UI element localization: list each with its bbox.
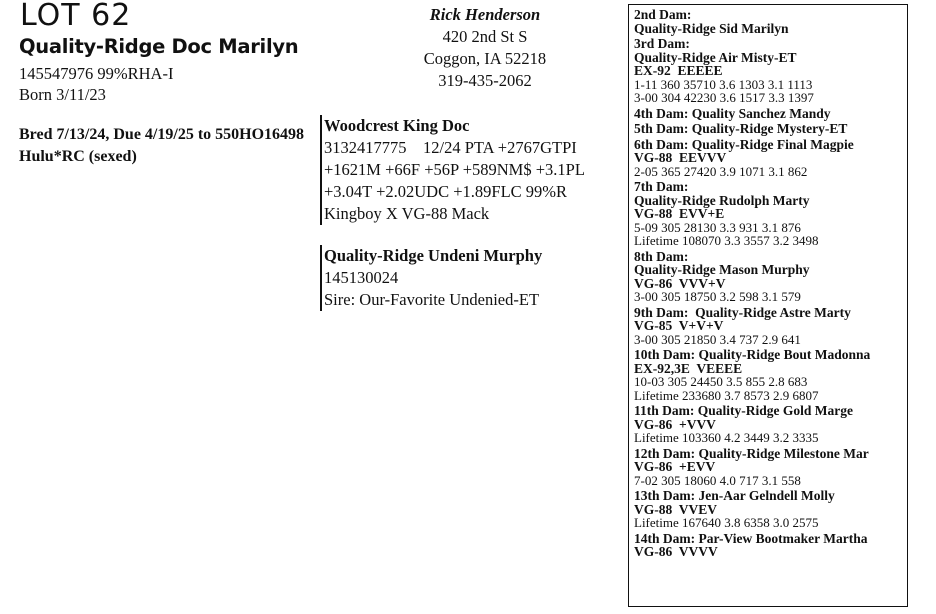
dam-entry-heading: Quality-Ridge Rudolph Marty bbox=[634, 192, 810, 208]
dam-entry bbox=[634, 404, 907, 445]
dam-entry-heading: VG-86 VVV+V bbox=[634, 275, 726, 291]
dam-entry bbox=[634, 348, 907, 402]
dam-entry bbox=[634, 138, 907, 179]
dam-entry-heading: VG-88 VVEV bbox=[634, 501, 718, 517]
dam-entry bbox=[634, 37, 907, 105]
dam-entry-heading: Quality-Ridge Mason Murphy bbox=[634, 262, 810, 277]
dam-entry-heading: 10th Dam: Quality-Ridge Bout Madonna bbox=[634, 347, 871, 362]
dam-entry-record: 3-00 305 18750 3.2 598 3.1 579 bbox=[634, 289, 801, 304]
dam-entry-heading: 5th Dam: Quality-Ridge Mystery-ET bbox=[634, 121, 848, 136]
dam-entry-heading: 8th Dam: bbox=[634, 248, 689, 264]
lot-number: LOT 62 bbox=[20, 0, 132, 33]
dam-entry bbox=[634, 8, 907, 35]
dam-entry-heading: 13th Dam: Jen-Aar Gelndell Molly bbox=[634, 488, 835, 503]
dam-entry-heading: Quality-Ridge Air Misty-ET bbox=[634, 49, 797, 65]
dam-entry-heading: 3rd Dam: bbox=[634, 36, 690, 51]
dam-entry-record: Lifetime 108070 3.3 3557 3.2 3498 bbox=[634, 233, 819, 248]
dam-entry bbox=[634, 250, 907, 304]
animal-born-date: Born 3/11/23 bbox=[19, 85, 106, 104]
dam-entry bbox=[634, 122, 907, 136]
dam-entry-heading: 4th Dam: Quality Sanchez Mandy bbox=[634, 105, 831, 121]
sire-block bbox=[320, 115, 614, 225]
dam-block bbox=[320, 245, 614, 311]
dam-entry-heading: 14th Dam: Par-View Bootmaker Martha bbox=[634, 530, 868, 546]
dam-entry-heading: Quality-Ridge Sid Marilyn bbox=[634, 20, 789, 36]
owner-name: Rick Henderson bbox=[429, 5, 541, 24]
dam-entry bbox=[634, 180, 907, 248]
owner-city: Coggon, IA 52218 bbox=[423, 49, 547, 68]
dam-entry-record: 2-05 365 27420 3.9 1071 3.1 862 bbox=[634, 163, 808, 179]
sire-name: Woodcrest King Doc bbox=[324, 116, 470, 135]
dam-entry-record: Lifetime 103360 4.2 3449 3.2 3335 bbox=[634, 430, 819, 445]
dam-entry-heading: 2nd Dam: bbox=[634, 7, 692, 22]
dam-entry-heading: VG-85 V+V+V bbox=[634, 318, 724, 333]
owner-block bbox=[360, 4, 610, 92]
animal-id-line: 145547976 99%RHA-I bbox=[19, 64, 174, 83]
dam-entry-heading: VG-86 VVVV bbox=[634, 544, 718, 559]
dam-entry-heading: 12th Dam: Quality-Ridge Milestone Mar bbox=[634, 445, 869, 461]
dam-entry-record: Lifetime 233680 3.7 8573 2.9 6807 bbox=[634, 387, 819, 403]
animal-name: Quality-Ridge Doc Marilyn bbox=[19, 35, 299, 58]
dam-name: Quality-Ridge Undeni Murphy bbox=[324, 246, 543, 265]
sire-info-line: Kingboy X VG-88 Mack bbox=[324, 204, 490, 223]
owner-address: 420 2nd St S bbox=[442, 27, 528, 46]
dam-entry-heading: EX-92 EEEEE bbox=[634, 63, 723, 78]
dam-entry-heading: 11th Dam: Quality-Ridge Gold Marge bbox=[634, 403, 853, 418]
dam-entry-heading: 7th Dam: bbox=[634, 179, 689, 194]
dam-entry bbox=[634, 489, 907, 530]
dam-entry-heading: 9th Dam: Quality-Ridge Astre Marty bbox=[634, 304, 851, 320]
bred-info: Bred 7/13/24, Due 4/19/25 to 550HO16498 Hulu*RC (sexed) bbox=[19, 126, 305, 165]
dam-info-line: 145130024 bbox=[324, 268, 399, 287]
dam-info-line: Sire: Our-Favorite Undenied-ET bbox=[324, 290, 540, 309]
dam-entry-record: 10-03 305 24450 3.5 855 2.8 683 bbox=[634, 374, 808, 389]
dam-entry-record: 7-02 305 18060 4.0 717 3.1 558 bbox=[634, 472, 801, 488]
sire-info-line: +1621M +66F +56P +589NM$ +3.1PL bbox=[324, 160, 585, 179]
sire-info-line: 3132417775 12/24 PTA +2767GTPI bbox=[324, 138, 577, 157]
dam-entry-record: Lifetime 167640 3.8 6358 3.0 2575 bbox=[634, 515, 819, 530]
dam-entry bbox=[634, 532, 907, 559]
dam-entry-heading: VG-86 +VVV bbox=[634, 416, 716, 432]
dam-entry bbox=[634, 447, 907, 488]
sire-info-line: +3.04T +2.02UDC +1.89FLC 99%R bbox=[324, 182, 568, 201]
dam-entry-record: 3-00 304 42230 3.6 1517 3.3 1397 bbox=[634, 90, 814, 105]
dam-entry-record: 1-11 360 35710 3.6 1303 3.1 1113 bbox=[634, 76, 813, 92]
dam-entry-record: 3-00 305 21850 3.4 737 2.9 641 bbox=[634, 331, 801, 347]
dam-entry-heading: VG-88 EEVVV bbox=[634, 150, 727, 165]
maternal-line-box bbox=[628, 4, 908, 607]
dam-entry-heading: 6th Dam: Quality-Ridge Final Magpie bbox=[634, 136, 854, 152]
dam-entry-heading: VG-88 EVV+E bbox=[634, 206, 725, 221]
dam-entry bbox=[634, 306, 907, 347]
owner-phone: 319-435-2062 bbox=[438, 71, 532, 90]
dam-entry-record: 5-09 305 28130 3.3 931 3.1 876 bbox=[634, 219, 801, 235]
dam-entry-heading: EX-92,3E VEEEE bbox=[634, 360, 743, 376]
dam-entry-heading: VG-86 +EVV bbox=[634, 459, 716, 474]
dam-entry bbox=[634, 107, 907, 121]
